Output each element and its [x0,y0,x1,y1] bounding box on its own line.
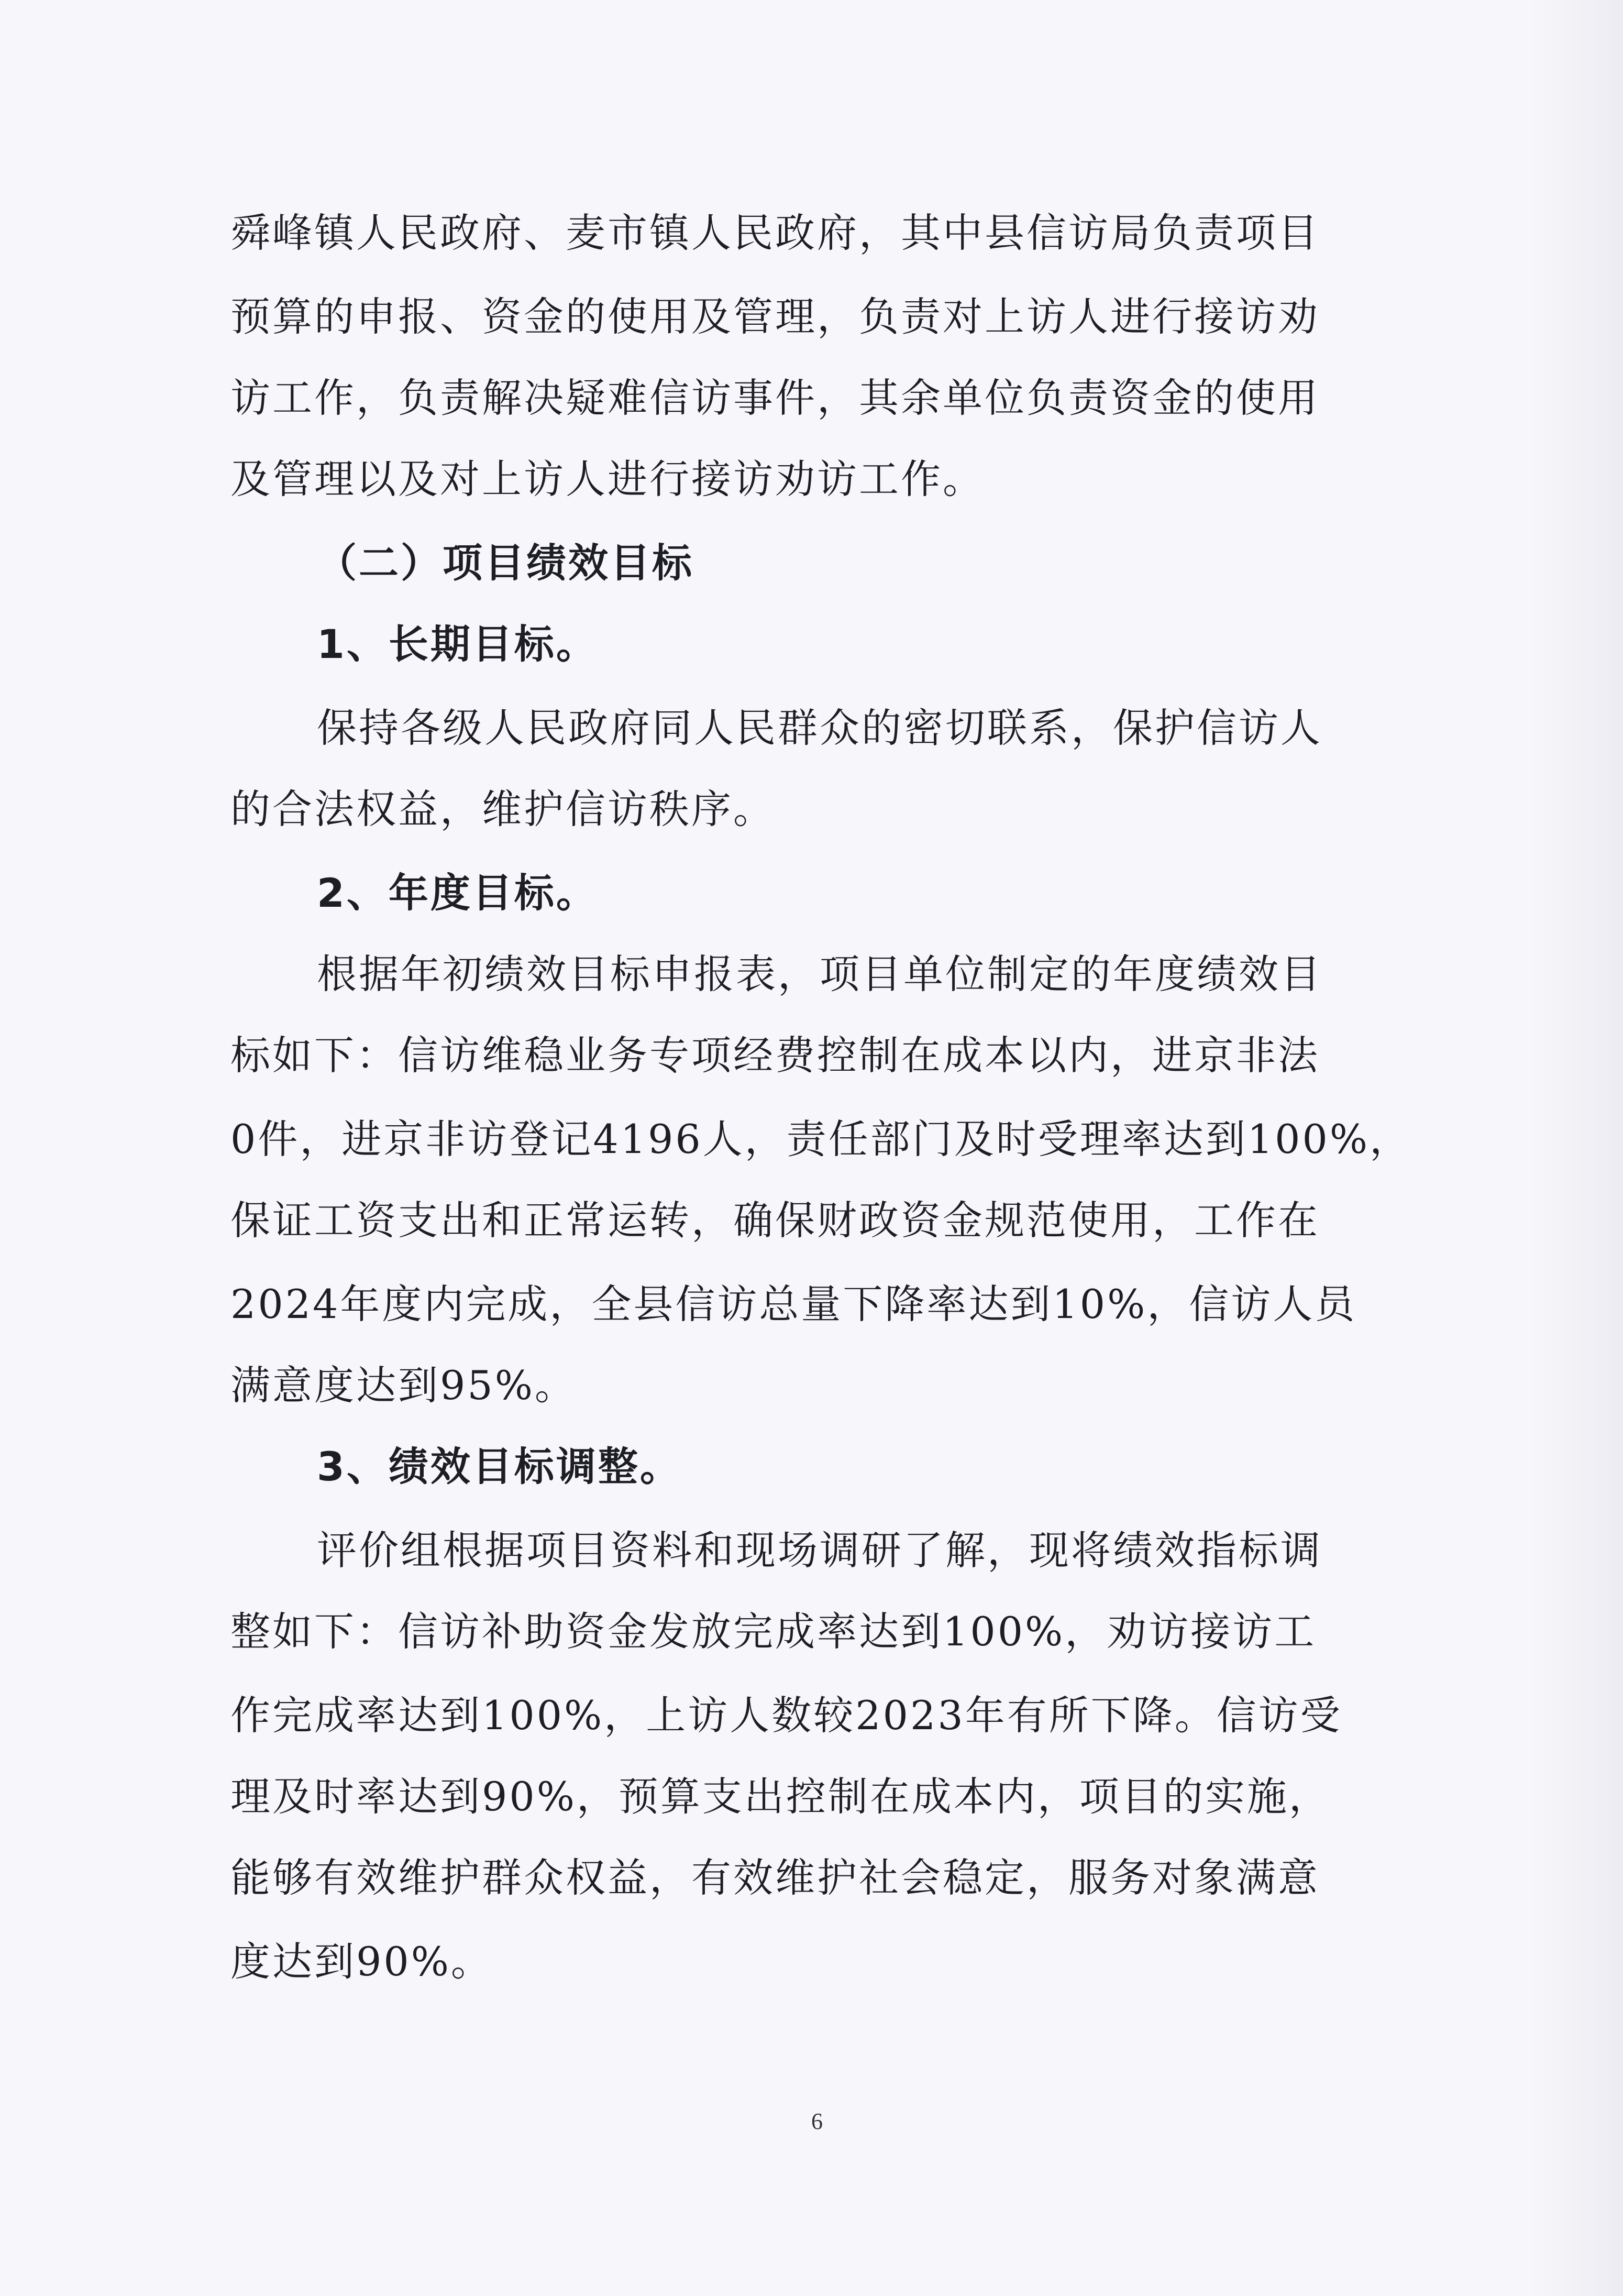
body-text-line: 标如下：信访维稳业务专项经费控制在成本以内，进京非法 [230,1032,1320,1079]
body-text-line: 度达到90%。 [230,1938,493,1985]
body-text-line: 的合法权益，维护信访秩序。 [230,786,775,832]
section-heading: （二）项目绩效目标 [317,540,694,586]
body-text-line: 0件，进京非访登记4196人，责任部门及时受理率达到100%， [230,1116,1412,1162]
body-text-line: 能够有效维护群众权益，有效维护社会稳定，服务对象满意 [230,1854,1320,1901]
page-number: 6 [811,2108,823,2134]
body-text-line: 理及时率达到90%，预算支出控制在成本内，项目的实施， [230,1773,1331,1820]
subsection-heading: 2、年度目标。 [317,870,598,916]
body-text-line: 根据年初绩效目标申报表，项目单位制定的年度绩效目 [317,951,1322,997]
body-text-line: 整如下：信访补助资金发放完成率达到100%，劝访接访工 [230,1608,1317,1655]
body-text-line: 2024年度内完成，全县信访总量下降率达到10%，信访人员 [230,1281,1357,1327]
body-text-line: 评价组根据项目资料和现场调研了解，现将绩效指标调 [317,1527,1322,1574]
subsection-heading: 1、长期目标。 [317,621,598,667]
body-text-line: 舜峰镇人民政府、麦市镇人民政府，其中县信访局负责项目 [230,210,1320,256]
body-text-line: 预算的申报、资金的使用及管理，负责对上访人进行接访劝 [230,293,1320,340]
body-text-line: 访工作，负责解决疑难信访事件，其余单位负责资金的使用 [230,375,1320,421]
body-text-line: 保证工资支出和正常运转，确保财政资金规范使用，工作在 [230,1197,1320,1244]
body-text-line: 保持各级人民政府同人民群众的密切联系，保护信访人 [317,705,1322,751]
body-text-line: 及管理以及对上访人进行接访劝访工作。 [230,456,985,502]
body-text-line: 作完成率达到100%，上访人数较2023年有所下降。信访受 [230,1692,1342,1739]
subsection-heading: 3、绩效目标调整。 [317,1443,682,1490]
body-text-line: 满意度达到95%。 [230,1362,577,1409]
